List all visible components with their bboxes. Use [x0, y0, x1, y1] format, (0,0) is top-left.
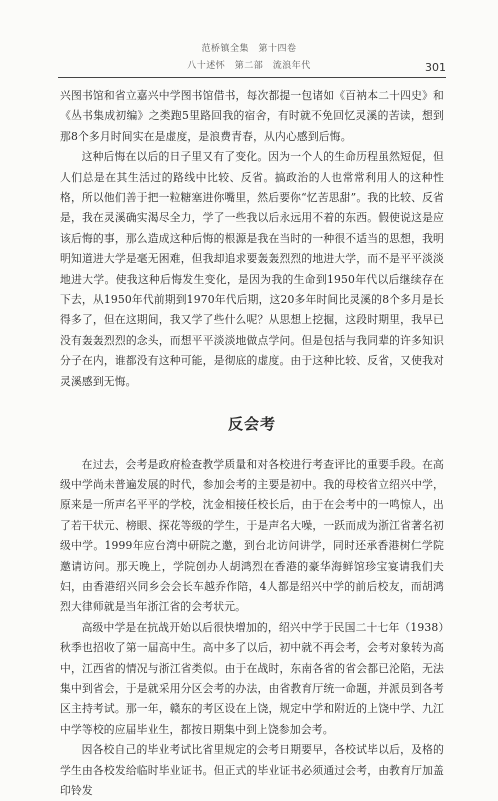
paragraph: 高级中学是在抗战开始以后很快增加的，绍兴中学于民国二十七年（1938）秋季也招收了第一届高中生。高中多了以后，初中就不再会考，会考对象转为高中，江西省的情况与浙江省类似。由于在战时，东南各省的省会都已沦陷，无法集中到省会，于是就采用分区会考的办法，由省教育厅统一命题，并派员到各考区主持考试。那一年，赣东的考区设在上饶，规定中学和附近的上饶中学、九江中学等校的应届毕业生，都按日期集中到上饶参加会考。	[60, 620, 444, 736]
page-body	[60, 86, 444, 801]
page-number: 301	[425, 61, 446, 74]
header-divider	[58, 77, 446, 78]
section-title: 反会考	[227, 415, 276, 434]
running-header-title: 范桥镇全集 第十四卷	[201, 44, 297, 54]
paragraph: 在过去，会考是政府检查教学质量和对各校进行考查评比的重要手段。在高级中学尚未普遍发展的时代，参加会考的主要是初中。我的母校省立绍兴中学，原来是一所声名平平的学校，沈金相接任校长后，由于在会考中的一鸣惊人，出了若干状元、榜眼、探花等级的学生，于是声名大噪，一跃而成为浙江省著名初级中学。1999年应台湾中研院之邀，到台北访问讲学，同时还承香港树仁学院邀请访问。那天晚上，学院创办人胡鸿烈在香港的豪华海鲜馆珍宝宴请我们夫妇，由香港绍兴同乡会会长车越乔作陪，4人都是绍兴中学的前后校友，而胡鸿烈大律师就是当年浙江省的会考状元。	[60, 457, 444, 614]
paragraph: 兴图书馆和省立嘉兴中学图书馆借书，每次都提一包诸如《百衲本二十四史》和《丛书集成初编》之类跑5里路回我的宿舍，有时就不免回忆灵溪的苦读，想到那8个多月时间实在是虚度，是浪费青春，从内心感到后悔。	[60, 89, 444, 143]
paragraph: 因各校自己的毕业考试比省里规定的会考日期要早，各校试毕以后，及格的学生由各校发给临时毕业证书。但正式的毕业证书必须通过会考，由教育厅加盖印铃发	[60, 743, 444, 797]
running-header-subtitle: 八十述怀 第二部 流浪年代	[187, 61, 311, 71]
paragraph: 这种后悔在以后的日子里又有了变化。因为一个人的生命历程虽然短促，但人们总是在其生活过的路线中比较、反省。搞政治的人也常常利用人的这种性格，所以他们善于把一粒糖塞进你嘴里，然后要你“忆苦思甜”。我的比较、反省是，我在灵溪确实渴尽全力，学了一些我以后永远用不着的东西。假使说这是应该后悔的事，那么造成这种后悔的根源是我在当时的一种很不适当的思想，我明明知道进大学是毫无困难，但我却追求要轰轰烈烈的地进大学，而不是平平淡淡地进大学。使我这种后悔发生变化，是因为我的生命到1950年代以后继续存在下去，从1950年代前期到1970年代后期，这20多年时间比灵溪的8个多月是长得多了，但在这期间，我又学了些什么呢？从思想上挖掘，这段时期里，我早已没有轰轰烈烈的念头，而想平平淡淡地做点学问。但是包括与我同辈的许多知识分子在内，谁都没有这种可能，是彻底的虚度。由于这种比较、反省，又使我对灵溪感到无悔。	[60, 150, 444, 388]
